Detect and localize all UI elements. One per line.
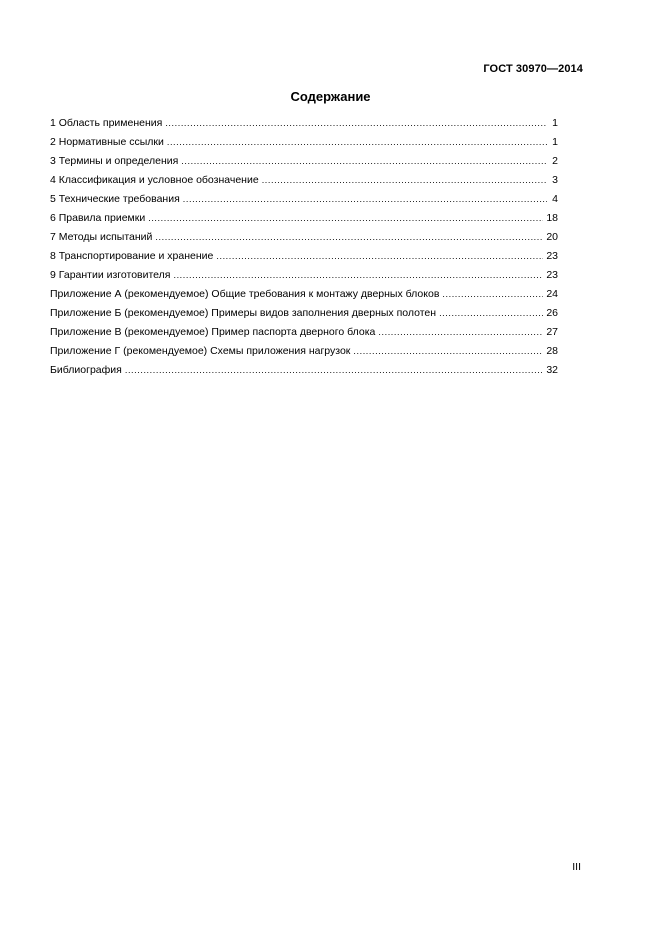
toc-entry-page: 27 <box>546 326 558 338</box>
toc-entry-6 <box>50 209 558 228</box>
toc-leader-dots <box>125 361 543 380</box>
toc-entry-page: 26 <box>546 307 558 319</box>
toc-leader-dots <box>216 247 543 266</box>
toc-entry-page: 24 <box>546 288 558 300</box>
toc-entry-page: 23 <box>546 269 558 281</box>
toc-entry-4 <box>50 171 558 190</box>
toc-title: Содержание <box>290 89 371 104</box>
toc-leader-dots <box>183 190 547 209</box>
toc-entry-label: 6 Правила приемки <box>50 212 146 224</box>
document-code: ГОСТ 30970—2014 <box>483 63 583 75</box>
toc-entry-page: 18 <box>546 212 558 224</box>
toc-entry-label: 2 Нормативные ссылки <box>50 136 164 148</box>
toc-entry-label: Библиография <box>50 364 122 376</box>
toc-entry-5 <box>50 190 558 209</box>
toc-entry-page: 4 <box>552 193 558 205</box>
toc-entry-appendix-v <box>50 323 558 342</box>
toc-leader-dots <box>442 285 543 304</box>
toc-leader-dots <box>173 266 543 285</box>
toc-leader-dots <box>167 133 547 152</box>
toc-leader-dots <box>439 304 543 323</box>
toc-leader-dots <box>353 342 543 361</box>
toc-entry-label: Приложение В (рекомендуемое) Пример паспорта дверного блока <box>50 326 376 338</box>
toc-entry-label: 8 Транспортирование и хранение <box>50 250 214 262</box>
toc-leader-dots <box>262 171 547 190</box>
toc-entry-3 <box>50 152 558 171</box>
toc-leader-dots <box>181 152 547 171</box>
toc-list <box>50 114 558 380</box>
toc-entry-page: 1 <box>552 136 558 148</box>
toc-entry-page: 28 <box>546 345 558 357</box>
toc-entry-label: 5 Технические требования <box>50 193 180 205</box>
toc-entry-page: 32 <box>546 364 558 376</box>
toc-leader-dots <box>148 209 543 228</box>
toc-entry-label: Приложение Б (рекомендуемое) Примеры видов заполнения дверных полотен <box>50 307 437 319</box>
toc-entry-label: 7 Методы испытаний <box>50 231 153 243</box>
toc-entry-label: 3 Термины и определения <box>50 155 179 167</box>
toc-entry-2 <box>50 133 558 152</box>
toc-leader-dots <box>155 228 543 247</box>
page-number: III <box>572 861 581 873</box>
toc-entry-appendix-a <box>50 285 558 304</box>
toc-entry-label: 4 Классификация и условное обозначение <box>50 174 259 186</box>
toc-entry-9 <box>50 266 558 285</box>
toc-leader-dots <box>378 323 543 342</box>
toc-entry-page: 1 <box>552 117 558 129</box>
toc-entry-page: 20 <box>546 231 558 243</box>
toc-leader-dots <box>165 114 547 133</box>
toc-entry-7 <box>50 228 558 247</box>
toc-entry-1 <box>50 114 558 133</box>
toc-entry-label: Приложение А (рекомендуемое) Общие требования к монтажу дверных блоков <box>50 288 440 300</box>
toc-entry-bibliography <box>50 361 558 380</box>
toc-entry-label: Приложение Г (рекомендуемое) Схемы приложения нагрузок <box>50 345 351 357</box>
toc-entry-page: 2 <box>552 155 558 167</box>
toc-entry-page: 3 <box>552 174 558 186</box>
toc-entry-label: 9 Гарантии изготовителя <box>50 269 171 281</box>
toc-entry-appendix-g <box>50 342 558 361</box>
toc-entry-8 <box>50 247 558 266</box>
toc-entry-appendix-b <box>50 304 558 323</box>
toc-entry-label: 1 Область применения <box>50 117 163 129</box>
toc-entry-page: 23 <box>546 250 558 262</box>
